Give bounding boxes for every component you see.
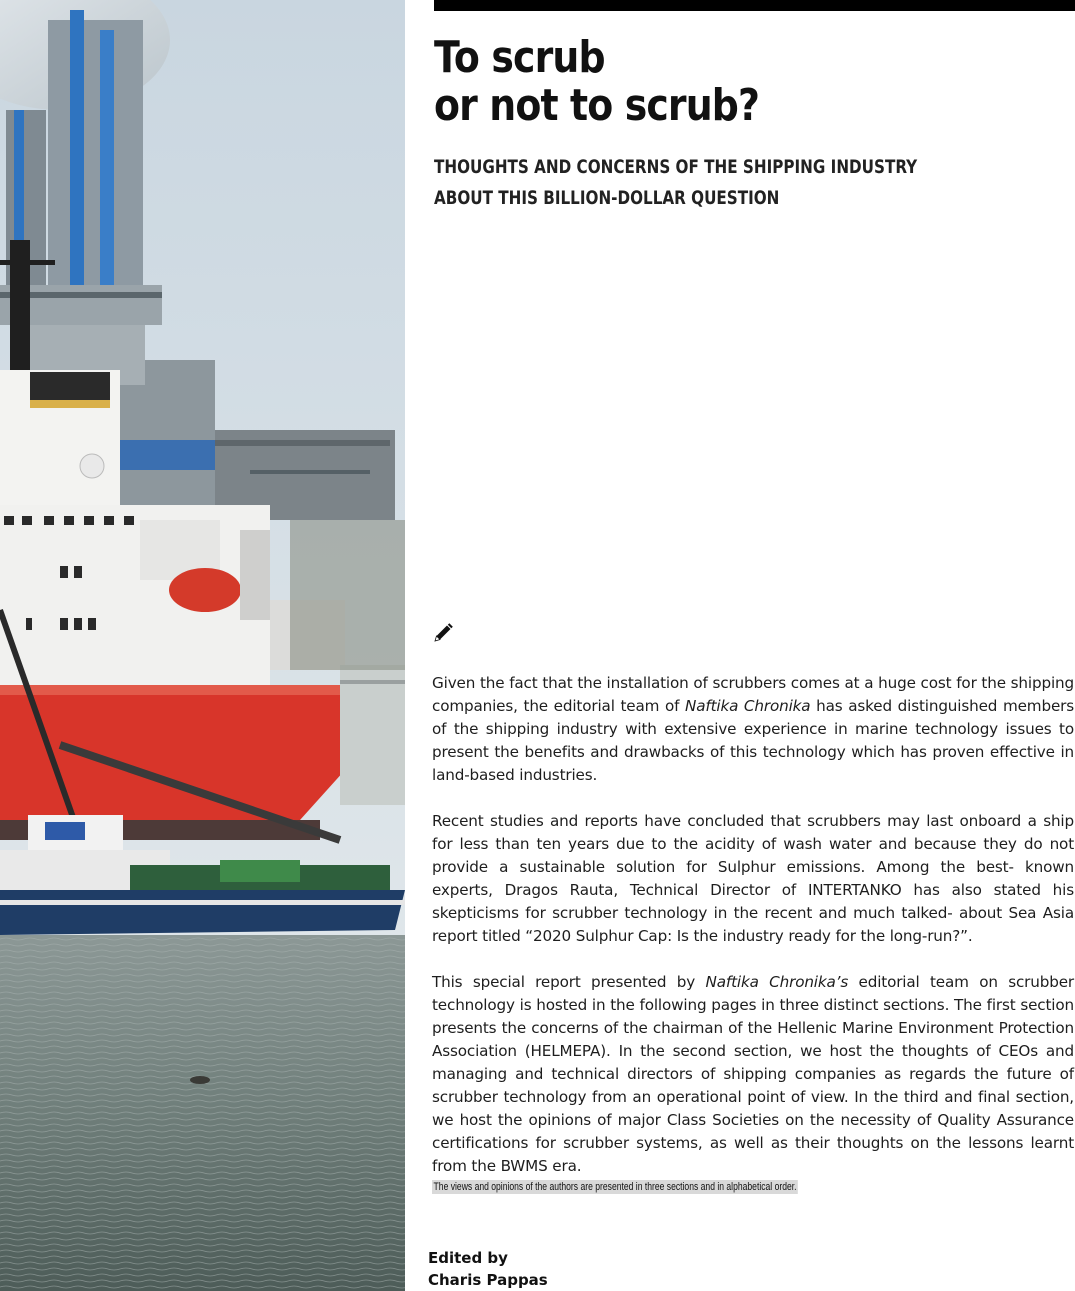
title-line-1: To scrub: [434, 32, 605, 83]
paragraph-report-text-b: editorial team on scrubber technology is hosted in the following pages in three distinct sections. The first section presents the concerns of the chairman of the Hellenic Marine Environment Protection Association (HELMEPA). In the second section, we host the thoughts of CEOs and managing and technical directors of shipping companies as regards the future of scrubber technology from an operational point of view. In the third and final section, we host the opinions of major Class Societies on the necessity of Quality Assurance certifications for scrubber systems, as well as their thoughts on the lessons learnt from the BWMS era.: [432, 973, 1075, 1175]
article-subtitle: [434, 152, 917, 214]
paragraph-studies: Recent studies and reports have concluded that scrubbers may last onboard a ship for less than ten years due to the acidity of wash water and because they do not provide a sustainable solution for Sulphur emissions. Among the best- known experts, Dragos Rauta, Technical Director of INTERTANKO has also stated his skepticisms for scrubber technology in the recent and much talked- about Sea Asia report titled “2020 Sulphur Cap: Is the industry ready for the long-run?”.: [432, 812, 1074, 945]
paragraph-report-structure: [432, 971, 1074, 1178]
subtitle-line-1: THOUGHTS AND CONCERNS OF THE SHIPPING INDUSTRY: [434, 156, 918, 178]
edited-by-label: Edited by: [428, 1249, 508, 1267]
pencil-icon: [432, 622, 454, 644]
paragraph-intro-text-a: Given the fact that the installation of scrubbers comes at a huge cost for the shipping companies, the editorial team of: [432, 674, 1074, 715]
top-rule-bar: [434, 0, 1075, 11]
authors-order-note: The views and opinions of the authors are presented in three sections and in alphabetical order.: [433, 1181, 797, 1193]
paragraph-intro: [432, 672, 1074, 787]
article-title: [434, 34, 759, 130]
ship-harbor-photo: [0, 0, 405, 1291]
editor-name: Charis Pappas: [428, 1271, 548, 1289]
publication-name-possessive: Naftika Chronika’s: [705, 973, 849, 991]
paragraph-report-text-a: This special report presented by: [432, 973, 706, 991]
title-line-2: or not to scrub?: [434, 80, 760, 131]
editor-credit: [428, 1247, 548, 1291]
subtitle-line-2: ABOUT THIS BILLION-DOLLAR QUESTION: [434, 187, 780, 209]
publication-name: Naftika Chronika: [685, 697, 811, 715]
paragraph-intro-text-b: has asked distinguished members of the shipping industry with extensive experience in marine technology issues to present the benefits and drawbacks of this technology which has proven effective in land-based industries.: [432, 697, 1074, 784]
article-body: [432, 672, 1074, 1201]
